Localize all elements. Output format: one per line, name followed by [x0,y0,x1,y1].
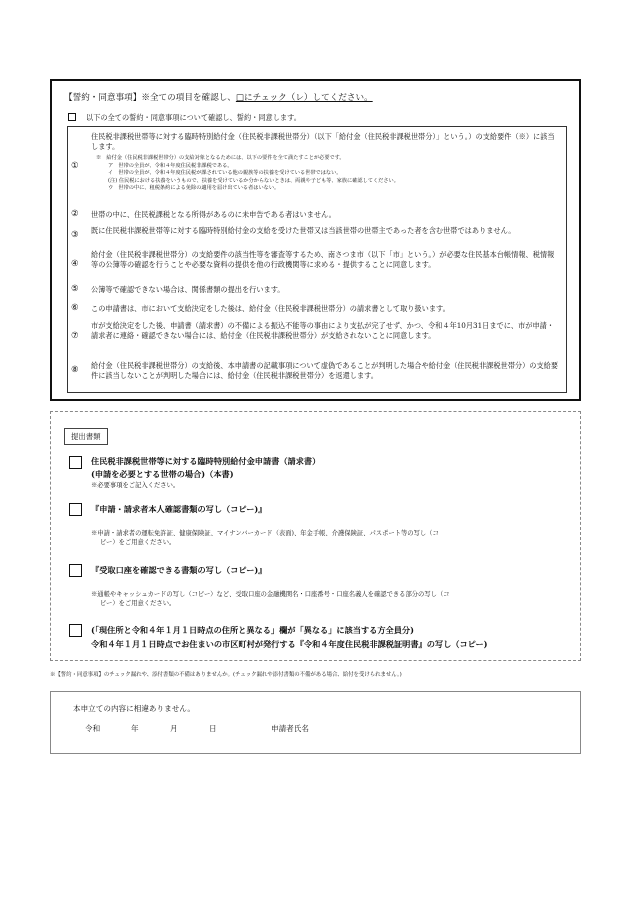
date-month-label: 月 [170,724,178,733]
document-note: ピー）をご用意ください。 [100,600,176,607]
document-note: ※通帳やキャッシュカードの写し（コピー）など、受取口座の金融機関名・口座番号・口座名義人を確認できる部分の写し（コ [91,591,450,598]
item-text: 公簿等で確認できない場合は、関係書類の提出を行います。 [91,285,285,294]
item-number: ③ [71,230,79,240]
document-title: 住民税非課税世帯等に対する臨時特別給付金申請書（請求書） [91,456,321,466]
item-text: 住民税非課税世帯等に対する臨時特別給付金（住民税非課税世帯分）（以下「給付金（住民税非課税世帯分）」という。）の支給要件（※）に該当します。 [91,132,555,152]
item-number: ⑧ [71,365,79,375]
documents-section [50,411,581,661]
document-note: ※申請・請求者の運転免許証、健康保険証、マイナンバーカード（表面)、年金手帳、介護保険証、パスポート等の写し（コ [91,530,439,537]
item-text: 給付金（住民税非課税世帯分）の支給要件の該当性等を審査等するため、南さつま市（以下「市」という。）が必要な住民基本台帳情報、税情報等の公簿等の確認を行うことや必要な資料の提供を他の行政機関等に求める・提供することに同意します。 [91,250,555,270]
checklist-footnote: ※【誓約・同意事項】のチェック漏れや、添付書類の不備はありませんか。(チェック漏れや添付書類の不備がある場合、給付を受けられません。) [50,672,402,678]
item-note: (注) 住民税における扶養をいうもので、扶養を受けているか分からないときは、両親や子ども等、家族に確認してください。 [108,177,399,184]
item-number: ⑦ [71,331,79,341]
declaration-text: 本申立ての内容に相違ありません。 [73,704,195,713]
item-number: ⑤ [71,284,79,294]
item-number: ④ [71,259,79,269]
consent-intro [68,113,301,123]
item-text: 市が支給決定をした後、申請書（請求書）の不備による振込不能等の事由により支払が完了せず、かつ、令和４年10月31日までに、市が申請・請求者に連絡・確認できない場合には、給付金（住民税非課税世帯分）が支給されないことに同意します。 [91,321,555,341]
date-era-label: 令和 [85,724,101,733]
documents-label: 提出書類 [64,428,108,445]
document-checkbox[interactable] [69,624,82,637]
item-text: 給付金（住民税非課税世帯分）の支給後、本申請書の記載事項について虚偽であることが判明した場合や給付金（住民税非課税世帯分）の支給要件に該当しないことが判明した場合には、給付金（住民税非課税世帯分）を返還します。 [91,361,559,381]
document-checkbox[interactable] [69,456,82,469]
consent-section [50,79,581,401]
consent-heading-prefix: 【誓約・同意事項】※全ての項目を確認し、 [64,93,236,103]
item-number: ② [71,209,79,219]
item-note: ア 世帯の全員が、令和４年度住民税非課税である。 [108,162,233,169]
item-text: この申請書は、市において支給決定をした後は、給付金（住民税非課税世帯分）の請求書として取り扱います。 [91,304,450,313]
applicant-name-label: 申請者氏名 [271,724,309,733]
item-note: ウ 世帯の中に、租税条約による免除の適用を届け出ている者はいない。 [108,185,280,191]
document-title: 『申請・請求者本人確認書類の写し（コピー)』 [91,504,267,514]
item-text: 世帯の中に、住民税課税となる所得があるのに未申告である者はいません。 [91,210,336,219]
date-day-label: 日 [209,724,217,733]
item-number: ① [71,161,79,171]
item-number: ⑥ [71,303,79,313]
document-title: (「現住所と令和４年１月１日時点の住所と異なる」欄が「異なる」に該当する方全員分) [91,625,414,635]
consent-items-box [67,126,567,393]
consent-intro-text: 以下の全ての誓約・同意事項について確認し、誓約・同意します。 [86,113,301,122]
item-text: 既に住民税非課税世帯等に対する臨時特別給付金の支給を受けた世帯又は当該世帯の世帯主であった者を含む世帯ではありません。 [91,226,516,235]
document-checkbox[interactable] [69,564,82,577]
document-note: ピー）をご用意ください。 [100,539,176,546]
document-title: 『受取口座を確認できる書類の写し（コピー)』 [91,565,267,575]
document-subtitle: 令和４年１月１日時点でお住まいの市区町村が発行する『令和４年度住民税非課税証明書』の写し（コピー) [91,639,488,649]
document-note: ※必要事項をご記入ください。 [91,482,180,489]
consent-heading-instruction: □にチェック（レ）してください。 [235,93,373,103]
document-subtitle: (申請を必要とする世帯の場合)（本書) [91,469,234,479]
item-note: ※ 給付金（住民税非課税世帯分）の支給対象となるためには、以下の要件を全て満たすことが必要です。 [96,155,345,161]
document-checkbox[interactable] [69,503,82,516]
declaration-section [50,691,581,754]
item-note: イ 世帯の全員が、令和４年度住民税が課されている他の親族等の扶養を受けている世帯ではない。 [108,170,342,176]
consent-all-checkbox[interactable] [68,113,76,121]
consent-heading [64,91,373,103]
date-year-label: 年 [131,724,139,733]
